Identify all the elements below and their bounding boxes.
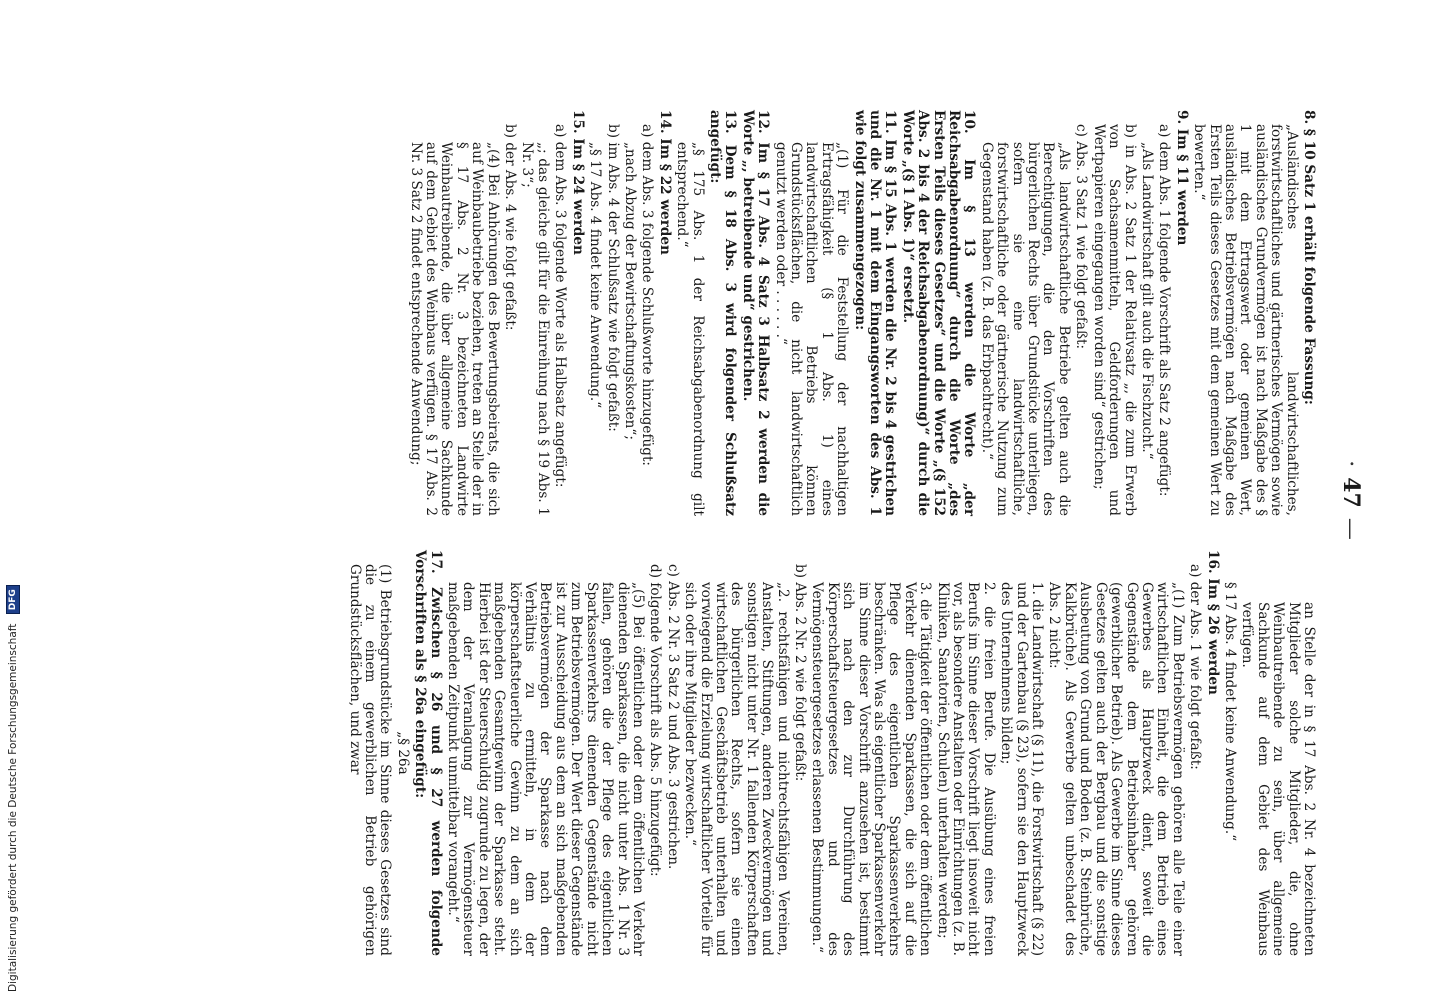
left-paragraph: b) im Abs. 4 der Schlußsatz wie folgt gefaßt: [604, 124, 621, 432]
left-paragraph: „§ 175 Abs. 1 der Reichsabgabenordnung gilt entsprechend.“ [674, 142, 706, 516]
right-paragraph: 16. Im § 26 werden [1204, 550, 1221, 695]
left-paragraph: „; das gleiche gilt für die Einreihung nach § 19 Abs. 1 Nr. 3“; [519, 142, 551, 516]
right-paragraph: 1. die Landwirtschaft (§ 11), die Forstwirtschaft (§ 22) und der Gartenbau (§ 23), sofern sie den Hauptzweck des Unternehmens bilden; [998, 582, 1046, 956]
right-paragraph: „(1) Zum Betriebsvermögen gehören alle Teile einer wirtschaftlichen Einheit, die dem Betrieb eines Gewerbes als Hauptzweck dient, soweit die Gegenstände dem Betriebsinhaber gehören (gewerblicher Betrieb). Als Gewerbe im Sinne dieses Gesetzes gelten auch der Bergbau und die sonstige Ausbeutung von Grund und Boden (z. B. Steinbrüche, Kalkbrüche). Als Gewerbe gelten unbeschadet des Abs. 2 nicht: [1046, 582, 1186, 956]
dfg-logo-icon: DFG [6, 585, 20, 614]
left-paragraph: „Als Landwirtschaft gilt auch die Fischzucht.“ [1138, 142, 1155, 460]
right-text-column [344, 550, 1316, 956]
left-text-column [405, 110, 1316, 516]
page-number [1338, 0, 1364, 1000]
left-paragraph: „Als landwirtschaftliche Betriebe gelten auch die Berechtigungen, die den Vorschriften des bürgerlichen Rechts über Grundstücke unterliegen, sofern sie eine landwirtschaftliche, forstwirtschaftliche oder gärtnerische Nutzung zum Gegenstand haben (z. B. das Erbpachtrecht).“ [978, 142, 1072, 516]
left-paragraph: 12. Im § 17 Abs. 4 Satz 3 Halbsatz 2 werden die Worte „, betreibende und“ gestrichen. [739, 110, 772, 516]
left-paragraph: 13. Dem § 18 Abs. 3 wird folgender Schlußsatz angefügt: [706, 110, 739, 516]
page-number-value: 47 [1338, 477, 1364, 508]
left-paragraph: „Ausländisches landwirtschaftliches, forstwirtschaftliches und gärtnerisches Vermögen sowie ausländisches Grundvermögen ist nach Maßgabe des § 1 mit dem Ertragswert oder gemeinen Wert, ausländisches Betriebsvermögen nach Maßgabe des Ersten Teils dieses Gesetzes mit dem gemeinen Wert zu bewerten.“ [1191, 124, 1300, 516]
right-paragraph: 3. die Tätigkeit der öffentlichen oder dem öffentlichen Verkehr dienenden Sparkassen, die sich auf die Pflege des eigentlichen Sparkassenverkehrs beschränken. Was als eigentlicher Sparkassenverkehr im Sinne dieser Vorschrift anzusehen ist, bestimmt sich nach den zur Durchführung des Körperschaftsteuergesetzes und des Vermögensteuergesetzes erlassenen Bestimmungen.“ [809, 582, 934, 956]
left-paragraph: 8. § 10 Satz 1 erhält folgende Fassung: [1301, 110, 1317, 405]
left-paragraph: „nach Abzug der Bewirtschaftungskosten“; [621, 142, 638, 440]
right-paragraph: b) Abs. 2 Nr. 2 wie folgt gefaßt: [792, 564, 808, 782]
left-paragraph: „§ 17 Abs. 4 findet keine Anwendung.“ [587, 142, 604, 409]
right-paragraph: an Stelle der in § 17 Abs. 2 Nr. 4 bezeichneten Mitglieder solche Mitglieder, die, ohne Weinbautreibende zu sein, über allgemeine Sachkunde auf dem Gebiet des Weinbaus verfügen. [1239, 602, 1317, 956]
right-paragraph: c) Abs. 2 Nr. 3 Satz 2 und Abs. 3 gestrichen. [664, 564, 681, 870]
right-paragraph: „§ 26a [394, 731, 411, 775]
page-number-dash-left: · [1338, 460, 1363, 468]
page-number-dash-right: — [1338, 517, 1363, 540]
digitization-credit [6, 12, 20, 992]
left-paragraph: a) dem Abs. 3 folgende Schlußworte hinzugefügt: [639, 124, 656, 466]
right-paragraph: „(5) Bei öffentlichen oder dem öffentlichen Verkehr dienenden Sparkassen, die nicht unter Abs. 1 Nr. 3 fallen, gehören die der Pflege des eigentlichen Sparkassenverkehrs dienenden Gegenstände nicht zum Betriebsvermögen. Der Wert dieser Gegenstände ist zur Ausscheidung aus dem an sich maßgebenden Betriebsvermögen der Sparkasse nach dem Verhältnis zu ermitteln, in dem der körperschaftsteuerliche Gewinn zu dem an sich maßgebenden Gesamtgewinn der Sparkasse steht. Hierbei ist der Steuerschuldig zugrunde zu legen, der dem der Veranlagung zur Vermögensteuer maßgebenden Zeitpunkt unmittelbar vorangeht.“ [445, 582, 646, 956]
left-paragraph: 15. Im § 24 werden [569, 110, 586, 255]
left-paragraph: b) der Abs. 4 wie folgt gefaßt: [502, 124, 519, 331]
right-paragraph: a) der Abs. 1 wie folgt gefaßt: [1187, 564, 1204, 770]
digitization-credit-text: Digitalisierung gefördert durch die Deutsche Forschungsgemeinschaft [7, 623, 19, 992]
left-paragraph: „(1) Für die Feststellung der nachhaltigen Ertragsfähigkeit (§ 1 Abs. 1) eines landwirtschaftlichen Betriebs können Grundstücksflächen, die nicht landwirtschaftlich genutzt werden oder . . . . . .“ [772, 142, 851, 516]
right-paragraph: 17. Zwischen § 26 und § 27 werden folgende Vorschriften als § 26a eingefügt: [412, 550, 444, 956]
right-paragraph: „2. rechtsfähigen und nichtrechtsfähigen Vereinen, Anstalten, Stiftungen, anderen Zweckvermögen und sonstigen nicht unter Nr. 1 fallenden Körperschaften des bürgerlichen Rechts, sofern sie einen wirtschaftlichen Geschäftsbetrieb unterhalten und vorwiegend die Erzielung wirtschaftlicher Vorteile für sich oder ihre Mitglieder bezwecken.“ [682, 582, 791, 956]
left-paragraph: 11. Im § 15 Abs. 1 werden die Nr. 2 bis 4 gestrichen und die Nr. 1 mit dem Eingangsworten des Abs. 1 wie folgt zusammengezogen: [851, 110, 899, 516]
left-paragraph: 9. Im § 11 werden [1173, 110, 1190, 246]
left-paragraph: 14. Im § 22 werden [656, 110, 673, 255]
left-paragraph: c) Abs. 3 Satz 1 wie folgt gefaßt: [1073, 124, 1090, 350]
left-paragraph: a) dem Abs. 3 folgende Worte als Halbsatz angefügt: [552, 124, 569, 488]
right-paragraph: d) folgende Vorschrift als Abs. 5 hinzugefügt: [647, 564, 664, 877]
left-paragraph: 10. Im § 13 werden die Worte „der Reichsabgabenordnung“ durch die Worte „des Ersten Teils dieses Gesetzes“ und die Worte „(§ 152 Abs. 2 bis 4 der Reichsabgabenordnung)“ durch die Worte „(§ 1 Abs. 1)“ ersetzt. [899, 110, 978, 516]
left-paragraph: a) dem Abs. 1 folgende Vorschrift als Satz 2 angefügt: [1156, 124, 1173, 497]
left-paragraph: b) in Abs. 2 Satz 1 der Relativsatz „, die zum Erwerb von Sachsamenmitteln, Geldforderungen und Wertpapieren eingegangen worden sind“ gestrichen; [1090, 124, 1138, 516]
right-paragraph: 2. die freien Berufe. Die Ausübung eines freien Berufs im Sinne dieser Vorschrift liegt insoweit nicht vor, als besondere Anstalten oder Einrichtungen (z. B. Kliniken, Sanatorien, Schulen) unterhalten werden; [934, 582, 997, 956]
right-paragraph: (1) Betriebsgrundstücke im Sinne dieses Gesetzes sind die zu einem gewerblichen Betrieb gehörigen Grundstücksflächen, und zwar [346, 564, 394, 956]
left-paragraph: „(4) Bei Anhörungen des Bewertungsbeirats, die sich auf Weinbaubetriebe beziehen, treten an Stelle der in § 17 Abs. 2 Nr. 3 bezeichneten Landwirte Weinbautreibende, die über allgemeine Sachkunde auf dem Gebiet des Weinbaus verfügen. § 17 Abs. 2 Nr. 3 Satz 2 findet entsprechende Anwendung; [407, 142, 501, 516]
right-paragraph: § 17 Abs. 4 findet keine Anwendung.“ [1221, 582, 1238, 842]
